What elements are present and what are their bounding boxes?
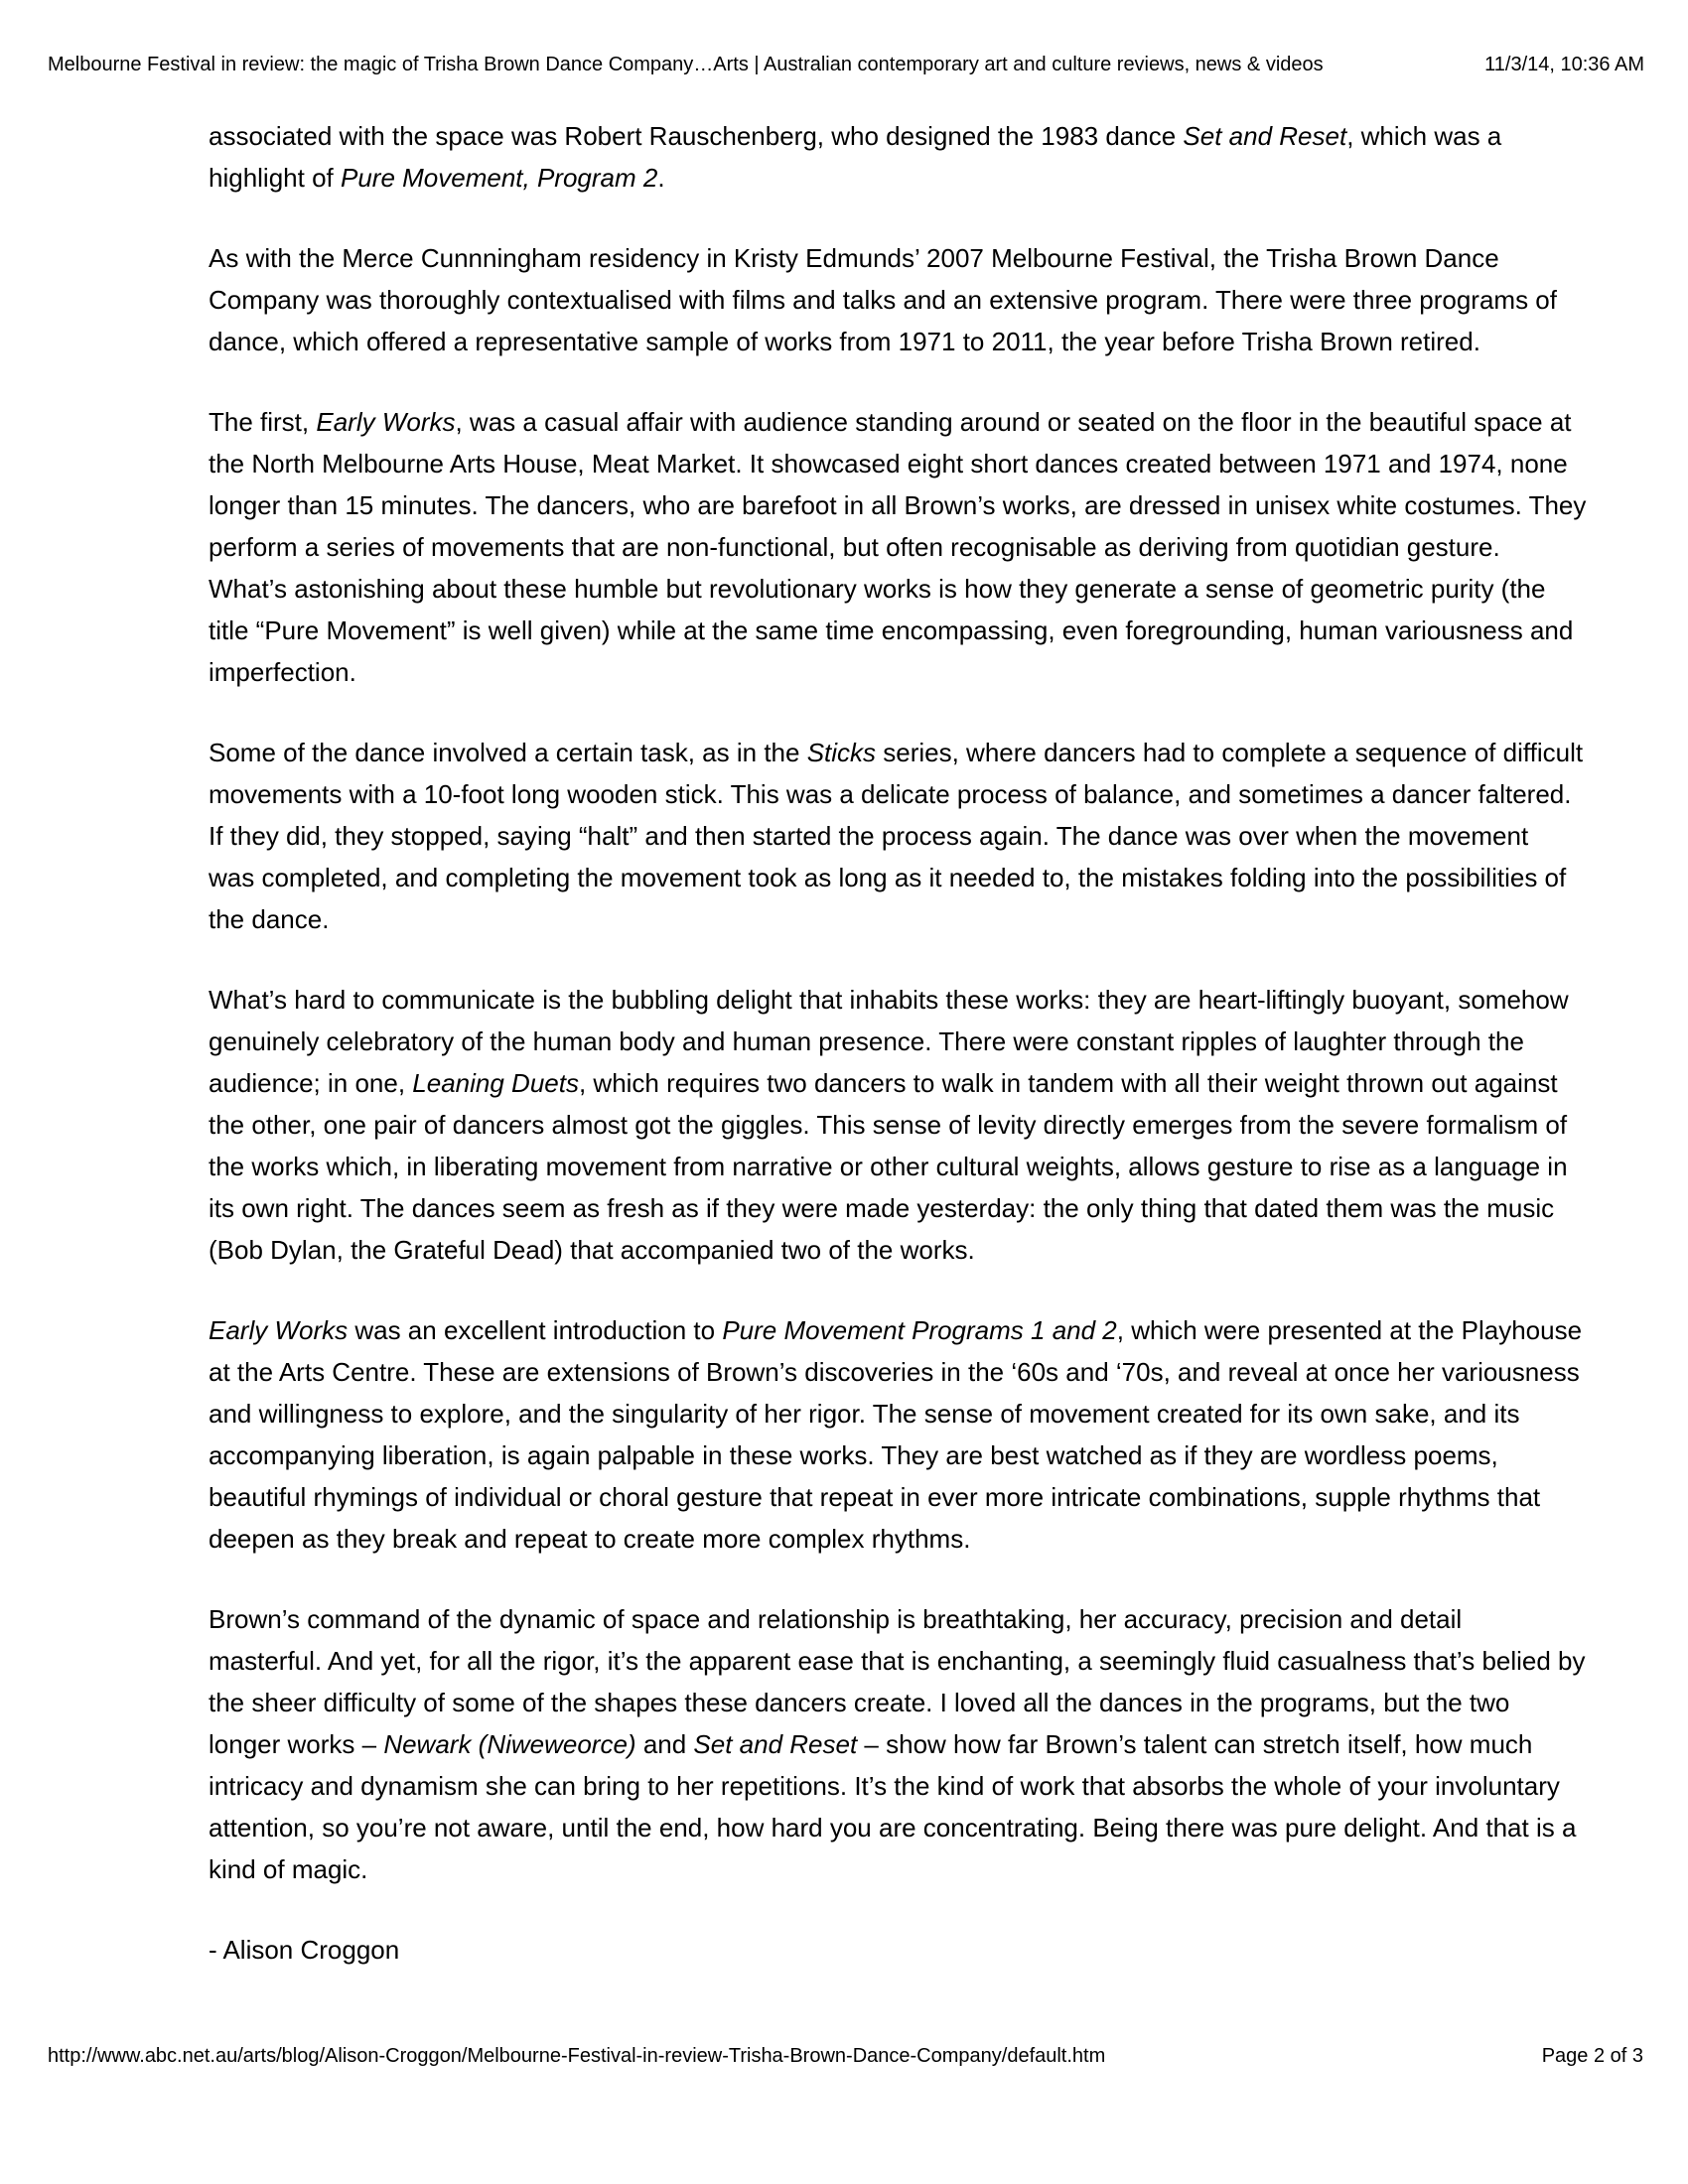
article-paragraph: Brown’s command of the dynamic of space and relationship is breathtaking, her accuracy, precision and detail masterful. And yet, for all the rigor, it’s the apparent ease that is enchanting, a seemingly fluid casualness that’s belied by the sheer difficulty of some of the shapes these dancers create. I loved all the dances in the programs, but the two longer works – Newark (Niweweorce) and Set and Reset – show how far Brown’s talent can stretch itself, how much intricacy and dynamism she can bring to her repetitions. It’s the kind of work that absorbs the whole of your involuntary attention, so you’re not aware, until the end, how hard you are concentrating. Being there was pure delight. And that is a kind of magic. [209,1604,1586,1884]
article-byline: - Alison Croggon [209,1935,400,1965]
page-title: Melbourne Festival in review: the magic of Trisha Brown Dance Company…Arts | Australian contemporary art and culture reviews, news & videos [48,54,1324,75]
article-body [209,115,1688,2009]
article-paragraph: Some of the dance involved a certain task, as in the Sticks series, where dancers had to complete a sequence of difficult movements with a 10-foot long wooden stick. This was a delicate process of balance, and sometimes a dancer faltered. If they did, they stopped, saying “halt” and then started the process again. The dance was over when the movement was completed, and completing the movement took as long as it needed to, the mistakes folding into the possibilities of the dance. [209,738,1584,934]
print-datetime: 11/3/14, 10:36 AM [1484,54,1644,75]
article-paragraph: As with the Merce Cunnningham residency in Kristy Edmunds’ 2007 Melbourne Festival, the Trisha Brown Dance Company was thoroughly contextualised with films and talks and an extensive program. There were three programs of dance, which offered a representative sample of works from 1971 to 2011, the year before Trisha Brown retired. [209,243,1557,356]
source-url: http://www.abc.net.au/arts/blog/Alison-Croggon/Melbourne-Festival-in-review-Trisha-Brown-Dance-Company/default.htm [48,2045,1106,2067]
page-number: Page 2 of 3 [1541,2045,1643,2067]
print-footer [48,2043,1643,2069]
article-paragraph: The first, Early Works, was a casual affair with audience standing around or seated on the floor in the beautiful space at the North Melbourne Arts House, Meat Market. It showcased eight short dances created between 1971 and 1974, none longer than 15 minutes. The dancers, who are barefoot in all Brown’s works, are dressed in unisex white costumes. They perform a series of movements that are non-functional, but often recognisable as deriving from quotidian gesture. What’s astonishing about these humble but revolutionary works is how they generate a sense of geometric purity (the title “Pure Movement” is well given) while at the same time encompassing, even foregrounding, human variousness and imperfection. [209,407,1587,687]
article-paragraph: associated with the space was Robert Rauschenberg, who designed the 1983 dance Set and Reset, which was a highlight of Pure Movement, Program 2. [209,121,1502,193]
print-header [48,52,1644,77]
article-paragraph: What’s hard to communicate is the bubbling delight that inhabits these works: they are heart-liftingly buoyant, somehow genuinely celebratory of the human body and human presence. There were constant ripples of laughter through the audience; in one, Leaning Duets, which requires two dancers to walk in tandem with all their weight thrown out against the other, one pair of dancers almost got the giggles. This sense of levity directly emerges from the severe formalism of the works which, in liberating movement from narrative or other cultural weights, allows gesture to rise as a language in its own right. The dances seem as fresh as if they were made yesterday: the only thing that dated them was the music (Bob Dylan, the Grateful Dead) that accompanied two of the works. [209,985,1569,1265]
article-paragraph: Early Works was an excellent introduction to Pure Movement Programs 1 and 2, which were presented at the Playhouse at the Arts Centre. These are extensions of Brown’s discoveries in the ‘60s and ‘70s, and reveal at once her variousness and willingness to explore, and the singularity of her rigor. The sense of movement created for its own sake, and its accompanying liberation, is again palpable in these works. They are best watched as if they are wordless poems, beautiful rhymings of individual or choral gesture that repeat in ever more intricate combinations, supple rhythms that deepen as they break and repeat to create more complex rhythms. [209,1315,1583,1554]
